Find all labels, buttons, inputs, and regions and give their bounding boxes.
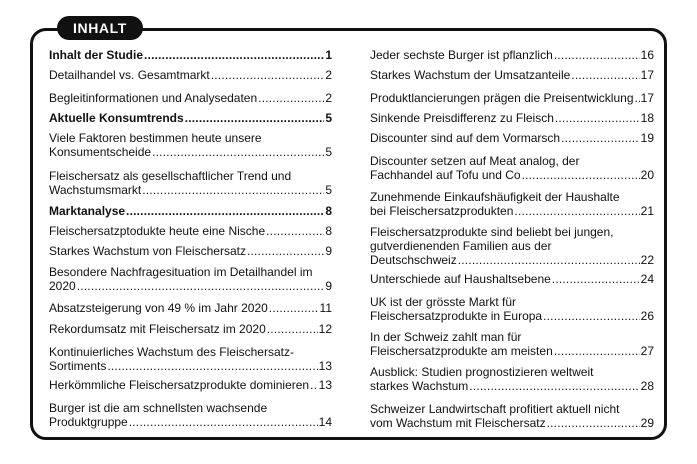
toc-entry-title-line: Viele Faktoren bestimmen heute unsere bbox=[49, 131, 262, 145]
toc-entry[interactable] bbox=[370, 111, 654, 125]
toc-entry-page-number: 1 bbox=[325, 48, 332, 62]
toc-entry-title: Unterschiede auf Haushaltsebene bbox=[370, 272, 551, 286]
toc-entry-page-number: 26 bbox=[640, 309, 654, 323]
dot-leader bbox=[458, 253, 640, 267]
toc-entry-title: Discounter sind auf dem Vormarsch bbox=[370, 131, 561, 145]
toc-entry-title: Marktanalyse bbox=[49, 204, 126, 218]
toc-entry-title-line: Zunehmende Einkaufshäufigkeit der Haushalte bbox=[370, 190, 620, 204]
dot-leader bbox=[514, 204, 639, 218]
toc-entry-title-line: Ausblick: Studien prognostizieren weltweit bbox=[370, 365, 594, 379]
toc-entry-page-number: 27 bbox=[640, 344, 654, 358]
toc-entry-title: Sortiments bbox=[49, 359, 107, 373]
toc-entry-title-line: Kontinuierliches Wachstum des Fleischersatz- bbox=[49, 345, 294, 359]
toc-entry-title: Begleitinformationen und Analysedaten bbox=[49, 91, 258, 105]
toc-entry-page-number: 18 bbox=[640, 111, 654, 125]
dot-leader bbox=[152, 145, 324, 159]
toc-entry-title-line: Besondere Nachfragesituation im Detailhandel im bbox=[49, 265, 313, 279]
toc-entry-title: Detailhandel vs. Gesamtmarkt bbox=[49, 68, 210, 82]
dot-leader bbox=[107, 359, 317, 373]
toc-entry[interactable] bbox=[49, 204, 332, 218]
dot-leader bbox=[144, 48, 324, 62]
dot-leader bbox=[126, 204, 324, 218]
toc-entry-page-number: 11 bbox=[319, 301, 332, 315]
toc-entry[interactable] bbox=[49, 224, 332, 238]
toc-entry-page-number: 22 bbox=[640, 253, 654, 267]
toc-entry-page-number: 2 bbox=[325, 68, 332, 82]
toc-entry-title: Produktlancierungen prägen die Preisentwicklung bbox=[370, 91, 634, 105]
toc-entry-page-number: 20 bbox=[640, 168, 654, 182]
toc-entry-page-number: 28 bbox=[640, 379, 654, 393]
dot-leader bbox=[547, 416, 640, 430]
toc-entry[interactable] bbox=[49, 345, 332, 373]
toc-entry-title: Konsumentscheide bbox=[49, 145, 152, 159]
toc-entry[interactable] bbox=[49, 169, 332, 197]
toc-entry[interactable] bbox=[49, 322, 332, 336]
toc-entry-page-number: 9 bbox=[325, 279, 332, 293]
dot-leader bbox=[469, 379, 639, 393]
toc-entry[interactable] bbox=[370, 295, 654, 323]
toc-entry-title: Fachhandel auf Tofu und Co bbox=[370, 168, 521, 182]
toc-entry[interactable] bbox=[49, 68, 332, 82]
toc-entry-title-line: In der Schweiz zahlt man für bbox=[370, 330, 522, 344]
toc-entry[interactable] bbox=[370, 365, 654, 393]
toc-entry-page-number: 5 bbox=[325, 111, 332, 125]
toc-entry-page-number: 19 bbox=[640, 131, 654, 145]
toc-entry-title-line: Discounter setzen auf Meat analog, der bbox=[370, 154, 580, 168]
toc-entry-title: Absatzsteigerung von 49 % im Jahr 2020 bbox=[49, 301, 268, 315]
toc-entry[interactable] bbox=[49, 244, 332, 258]
toc-entry-page-number: 14 bbox=[318, 415, 332, 429]
dot-leader bbox=[522, 168, 640, 182]
toc-entry-page-number: 29 bbox=[640, 416, 654, 430]
toc-entry-page-number: 17 bbox=[640, 68, 654, 82]
toc-entry-title: Fleischersatzptodukte heute eine Nische bbox=[49, 224, 266, 238]
toc-entry[interactable] bbox=[49, 378, 332, 392]
toc-entry-title-line: Fleischersatzprodukte sind beliebt bei jungen, bbox=[370, 225, 614, 239]
toc-entry-title: vom Wachstum mit Fleischersatz bbox=[370, 416, 546, 430]
dot-leader bbox=[247, 244, 324, 258]
toc-entry[interactable] bbox=[49, 401, 332, 429]
toc-entry-title: bei Fleischersatzprodukten bbox=[370, 204, 514, 218]
dot-leader bbox=[554, 344, 640, 358]
dot-leader bbox=[561, 131, 640, 145]
dot-leader bbox=[211, 68, 325, 82]
dot-leader bbox=[555, 111, 640, 125]
dot-leader bbox=[185, 111, 325, 125]
toc-entry[interactable] bbox=[49, 265, 332, 293]
toc-entry-page-number: 17 bbox=[640, 91, 654, 105]
toc-entry[interactable] bbox=[49, 131, 332, 159]
dot-leader bbox=[129, 415, 318, 429]
toc-entry-title: Jeder sechste Burger ist pflanzlich bbox=[370, 48, 553, 62]
toc-entry-title: Produktgruppe bbox=[49, 415, 128, 429]
dot-leader bbox=[554, 48, 640, 62]
toc-entry[interactable] bbox=[49, 48, 332, 62]
dot-leader bbox=[77, 279, 325, 293]
toc-entry-page-number: 5 bbox=[325, 183, 332, 197]
toc-entry-title: Fleischersatzprodukte in Europa bbox=[370, 309, 543, 323]
toc-entry-title: Sinkende Preisdifferenz zu Fleisch bbox=[370, 111, 554, 125]
dot-leader bbox=[142, 183, 324, 197]
toc-entry-page-number: 21 bbox=[640, 204, 654, 218]
toc-entry-title-line: Burger ist die am schnellsten wachsende bbox=[49, 401, 268, 415]
toc-entry-title: Fleischersatzprodukte am meisten bbox=[370, 344, 553, 358]
toc-entry-page-number: 16 bbox=[640, 48, 654, 62]
toc-entry-page-number: 2 bbox=[325, 91, 332, 105]
toc-entry-title: Starkes Wachstum der Umsatzanteile bbox=[370, 68, 571, 82]
toc-entry-page-number: 13 bbox=[318, 378, 332, 392]
toc-entry-title: starkes Wachstum bbox=[370, 379, 469, 393]
dot-leader bbox=[552, 272, 640, 286]
toc-entry-title: Rekordumsatz mit Fleischersatz im 2020 bbox=[49, 322, 266, 336]
toc-entry-title-line: gutverdienenden Familien aus der bbox=[370, 239, 552, 253]
dot-leader bbox=[571, 68, 639, 82]
toc-entry-title: Herkömmliche Fleischersatzprodukte dominieren bbox=[49, 378, 310, 392]
dot-leader bbox=[269, 301, 319, 315]
toc-entry-title: 2020 bbox=[49, 279, 76, 293]
toc-entry-title: Inhalt der Studie bbox=[49, 48, 144, 62]
toc-entry-page-number: 12 bbox=[318, 322, 332, 336]
toc-entry-page-number: 9 bbox=[325, 244, 332, 258]
toc-entry[interactable] bbox=[370, 48, 654, 62]
toc-entry-title: Wachstumsmarkt bbox=[49, 183, 142, 197]
toc-entry[interactable] bbox=[370, 131, 654, 145]
dot-leader bbox=[635, 91, 640, 105]
dot-leader bbox=[258, 91, 324, 105]
dot-leader bbox=[310, 378, 318, 392]
toc-entry[interactable] bbox=[370, 225, 654, 267]
toc-entry[interactable] bbox=[370, 330, 654, 358]
toc-entry[interactable] bbox=[370, 402, 654, 430]
toc-entry[interactable] bbox=[370, 91, 654, 105]
dot-leader bbox=[267, 322, 318, 336]
toc-entry-page-number: 8 bbox=[325, 224, 332, 238]
dot-leader bbox=[543, 309, 640, 323]
toc-entry[interactable] bbox=[370, 68, 654, 82]
toc-entry-title: Deutschschweiz bbox=[370, 253, 457, 267]
toc-entry[interactable] bbox=[370, 154, 654, 182]
toc-entry-page-number: 13 bbox=[318, 359, 332, 373]
toc-entry-page-number: 24 bbox=[640, 272, 654, 286]
toc-entry[interactable] bbox=[49, 111, 332, 125]
toc-header-tab: INHALT bbox=[57, 16, 143, 40]
toc-entry-title-line: Schweizer Landwirtschaft profitiert aktuell nicht bbox=[370, 402, 620, 416]
toc-entry[interactable] bbox=[49, 301, 332, 315]
toc-entry-title-line: Fleischersatz als gesellschaftlicher Trend und bbox=[49, 169, 292, 183]
toc-entry-title-line: UK ist der grösste Markt für bbox=[370, 295, 517, 309]
toc-entry[interactable] bbox=[370, 190, 654, 218]
toc-entry-title: Aktuelle Konsumtrends bbox=[49, 111, 184, 125]
toc-entry-title: Starkes Wachstum von Fleischersatz bbox=[49, 244, 246, 258]
toc-entry[interactable] bbox=[370, 272, 654, 286]
toc-entry-page-number: 8 bbox=[325, 204, 332, 218]
toc-entry[interactable] bbox=[49, 91, 332, 105]
toc-entry-page-number: 5 bbox=[325, 145, 332, 159]
dot-leader bbox=[266, 224, 324, 238]
